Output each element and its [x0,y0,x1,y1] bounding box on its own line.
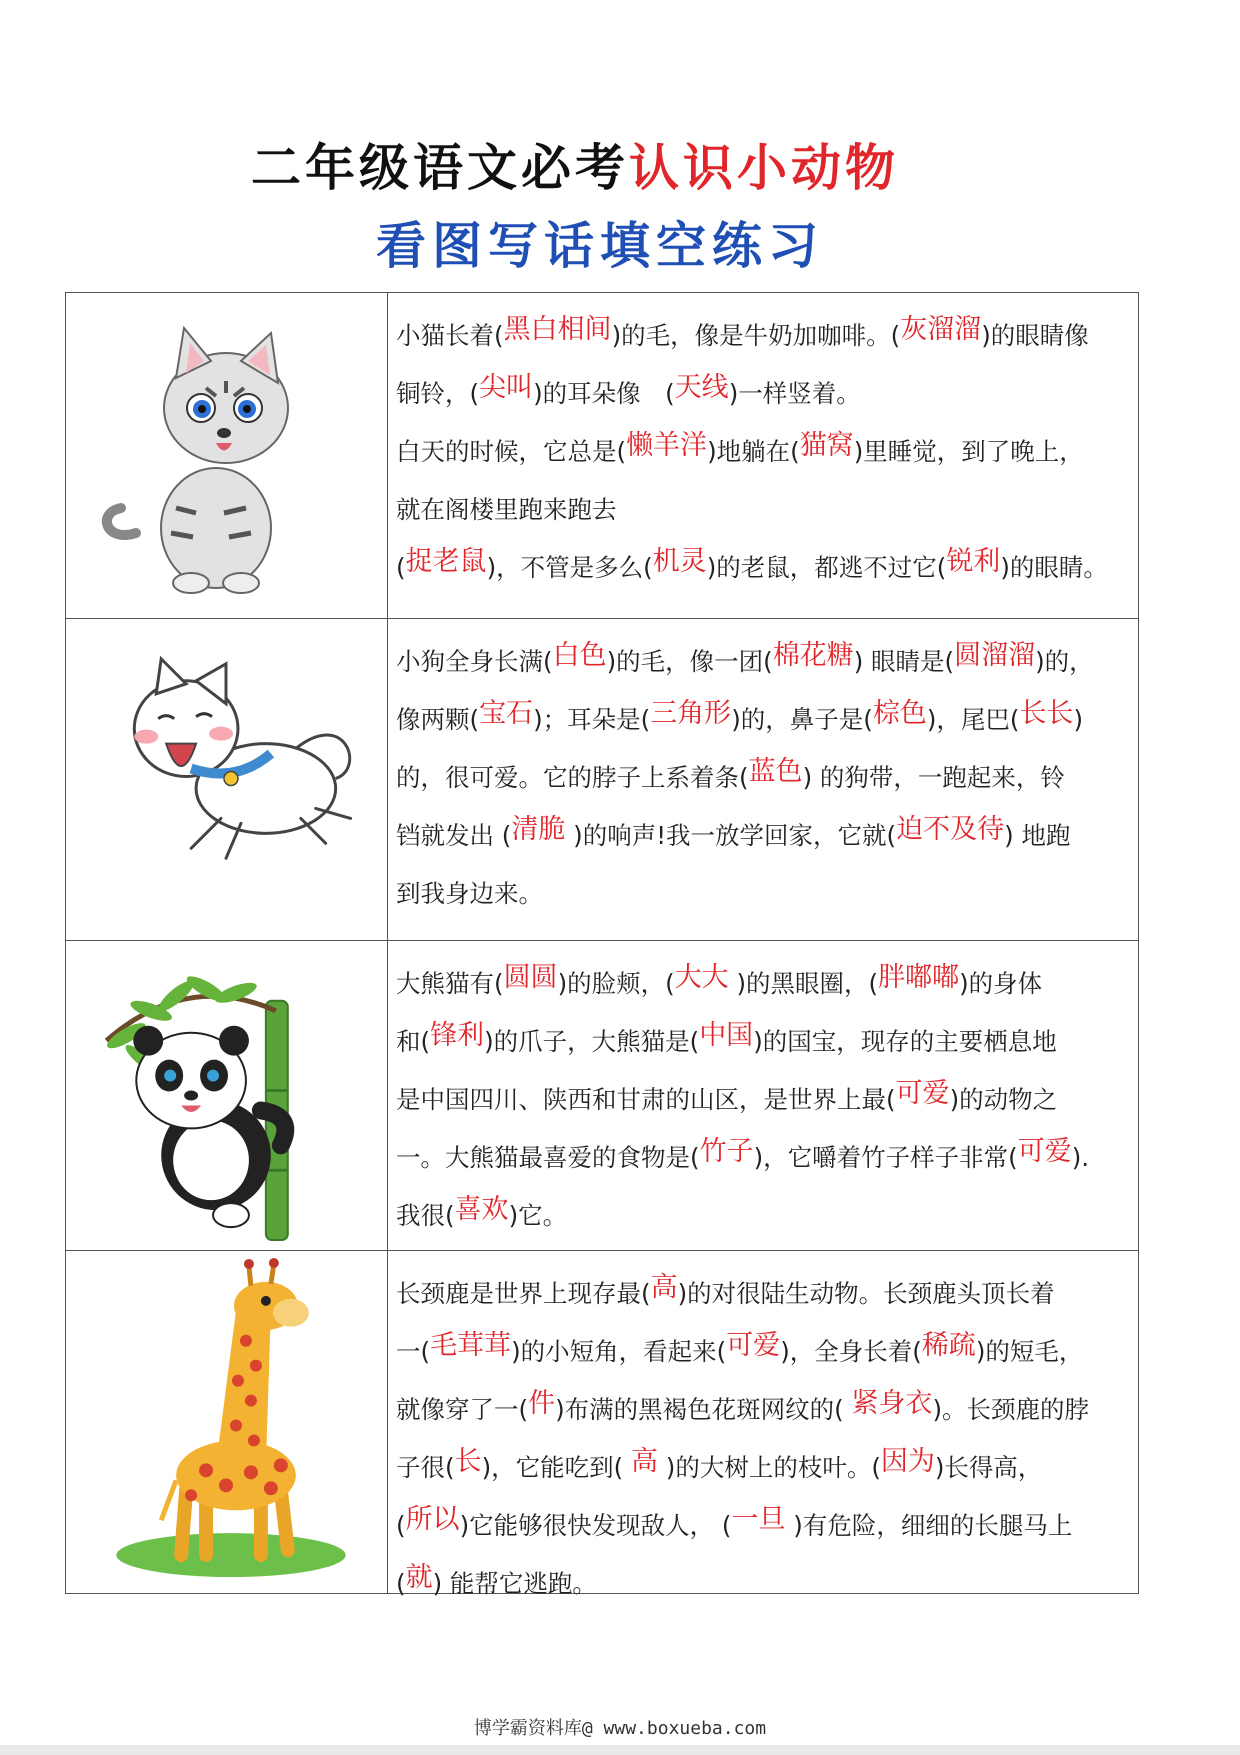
prompt-text: 就在阁楼里跑来跑去 [396,495,617,524]
answer-text: 可爱 [726,1330,781,1361]
answer-text: 紧身衣 [851,1388,933,1419]
prompt-text: ) 地跑 [1004,821,1071,850]
page-subtitle: 看图写话填空练习 [376,217,824,275]
exercise-table [65,292,1139,1598]
answer-text: 就 [405,1562,433,1593]
answer-text: 尖叫 [479,372,534,403]
prompt-text: )的，鼻子是( [731,705,873,734]
prompt-text: )的， [1035,647,1094,676]
text-cell [396,619,1130,940]
prompt-text: ). [1071,1143,1090,1172]
answer-text: 圆圆 [503,962,558,993]
giraffe-icon [66,1251,388,1593]
prompt-text: )长得高， [934,1453,1043,1482]
text-cell [396,941,1130,1250]
prompt-text: )的黑眼圈，( [728,969,879,998]
prompt-text: )的身体 [959,969,1043,998]
answer-text: 胖嘟嘟 [878,962,960,993]
image-cell [66,619,388,940]
prompt-text: 我很( [396,1201,455,1230]
prompt-text: )地躺在( [707,437,800,466]
answer-text: 黑白相间 [503,314,612,345]
answer-text: 蓝色 [748,756,803,787]
prompt-text: ( [396,1511,406,1540]
answer-text: 中国 [699,1020,754,1051]
answer-text: 机灵 [652,546,707,577]
prompt-text: 一。大熊猫最喜爱的食物是( [396,1143,700,1172]
answer-text: 可爱 [895,1078,950,1109]
prompt-text: ) 眼睛是( [853,647,955,676]
prompt-text: )的毛，像是牛奶加咖啡。( [611,321,901,350]
prompt-text: )的动物之 [949,1085,1058,1114]
prompt-text: )的响声!我一放学回家，它就( [565,821,897,850]
answer-text: 锐利 [946,546,1001,577]
table-row [66,618,1138,940]
prompt-text: )它能够很快发现敌人， ( [459,1511,732,1540]
answer-text: 天线 [674,372,729,403]
prompt-text: )；耳朵是( [533,705,651,734]
table-row [66,940,1138,1250]
prompt-text: )的大树上的枝叶。( [657,1453,881,1482]
answer-text: 毛茸茸 [430,1330,512,1361]
prompt-text: )有危险，细细的长腿马上 [785,1511,1073,1540]
image-cell [66,941,388,1250]
answer-text: 白色 [552,640,607,671]
answer-text: 高 [630,1446,658,1477]
prompt-text: 子很( [396,1453,455,1482]
answer-text: 懒羊洋 [626,430,708,461]
answer-text: 高 [650,1272,678,1303]
page-title [0,128,1150,200]
prompt-text: 小狗全身长满( [396,647,553,676]
table-row [66,293,1138,618]
prompt-text: )，尾巴( [926,705,1020,734]
prompt-text: ( [396,553,406,582]
prompt-text: 就像穿了一( [396,1395,529,1424]
prompt-text: )的爪子，大熊猫是( [484,1027,700,1056]
table-row [66,1250,1138,1598]
footer-watermark: 博学霸资料库@ www.boxueba.com [473,1718,767,1739]
answer-text: 可爱 [1017,1136,1072,1167]
prompt-text: 是中国四川、陕西和甘肃的山区，是世界上最( [396,1085,896,1114]
answer-text: 捉老鼠 [405,546,487,577]
prompt-text: )的短毛， [975,1337,1084,1366]
prompt-text: 铜铃，( [396,379,480,408]
prompt-text: )，不管是多么( [486,553,653,582]
answer-text: 所以 [405,1504,460,1535]
answer-text: 棕色 [872,698,927,729]
prompt-text: 一( [396,1337,431,1366]
answer-text: 长长 [1019,698,1074,729]
answer-text: 长 [454,1446,482,1477]
text-cell [396,1251,1130,1598]
title-part-1: 二年级语文必考 [251,139,629,197]
dog-icon [66,619,388,940]
prompt-text: )的国宝，现存的主要栖息地 [753,1027,1057,1056]
prompt-text: 和( [396,1027,431,1056]
answer-text: 三角形 [650,698,732,729]
prompt-text: ) [1073,705,1083,734]
image-cell [66,1251,388,1593]
prompt-text: )里睡觉，到了晚上， [853,437,1084,466]
answer-text: 一旦 [731,1504,786,1535]
answer-text: 灰溜溜 [900,314,982,345]
prompt-text: )的对很陆生动物。长颈鹿头顶长着 [677,1279,1055,1308]
answer-text: 清脆 [511,814,566,845]
prompt-text: )，它能吃到( [481,1453,631,1482]
cat-icon [66,293,388,618]
prompt-text: )。长颈鹿的脖 [932,1395,1090,1424]
prompt-text: 大熊猫有( [396,969,504,998]
answer-text: 喜欢 [454,1194,509,1225]
prompt-text: )，它嚼着竹子样子非常( [753,1143,1018,1172]
prompt-text: )布满的黑褐色花斑网纹的( [555,1395,852,1424]
prompt-text: ) 能帮它逃跑。 [432,1569,597,1598]
answer-text: 猫窝 [799,430,854,461]
prompt-text: 像两颗( [396,705,480,734]
prompt-text: )的脸颊，( [557,969,675,998]
prompt-text: 到我身边来。 [396,879,543,908]
image-cell [66,293,388,618]
prompt-text: 小猫长着( [396,321,504,350]
answer-text: 棉花糖 [772,640,854,671]
answer-text: 锋利 [430,1020,485,1051]
prompt-text: )的眼睛。 [1000,553,1108,582]
prompt-text: 长颈鹿是世界上现存最( [396,1279,651,1308]
text-cell [396,293,1130,618]
prompt-text: )的毛，像一团( [606,647,773,676]
answer-text: 大大 [674,962,729,993]
prompt-text: )一样竖着。 [728,379,861,408]
answer-text: 件 [528,1388,556,1419]
panda-icon [66,941,388,1250]
answer-text: 因为 [880,1446,935,1477]
bottom-band [0,1745,1240,1755]
prompt-text: 铛就发出 ( [396,821,512,850]
answer-text: 圆溜溜 [954,640,1036,671]
prompt-text: ( [396,1569,406,1598]
prompt-text: )的小短角，看起来( [511,1337,727,1366]
prompt-text: )，全身长着( [780,1337,922,1366]
answer-text: 稀疏 [921,1330,976,1361]
prompt-text: )的眼睛像 [981,321,1089,350]
prompt-text: )的耳朵像 ( [533,379,675,408]
prompt-text: 白天的时候，它总是( [396,437,627,466]
title-part-2: 认识小动物 [629,139,899,197]
answer-text: 迫不及待 [896,814,1005,845]
answer-text: 竹子 [699,1136,754,1167]
prompt-text: 的，很可爱。它的脖子上系着条( [396,763,749,792]
answer-text: 宝石 [479,698,534,729]
prompt-text: )的老鼠，都逃不过它( [706,553,947,582]
prompt-text: ) 的狗带，一跑起来，铃 [802,763,1065,792]
prompt-text: )它。 [508,1201,568,1230]
